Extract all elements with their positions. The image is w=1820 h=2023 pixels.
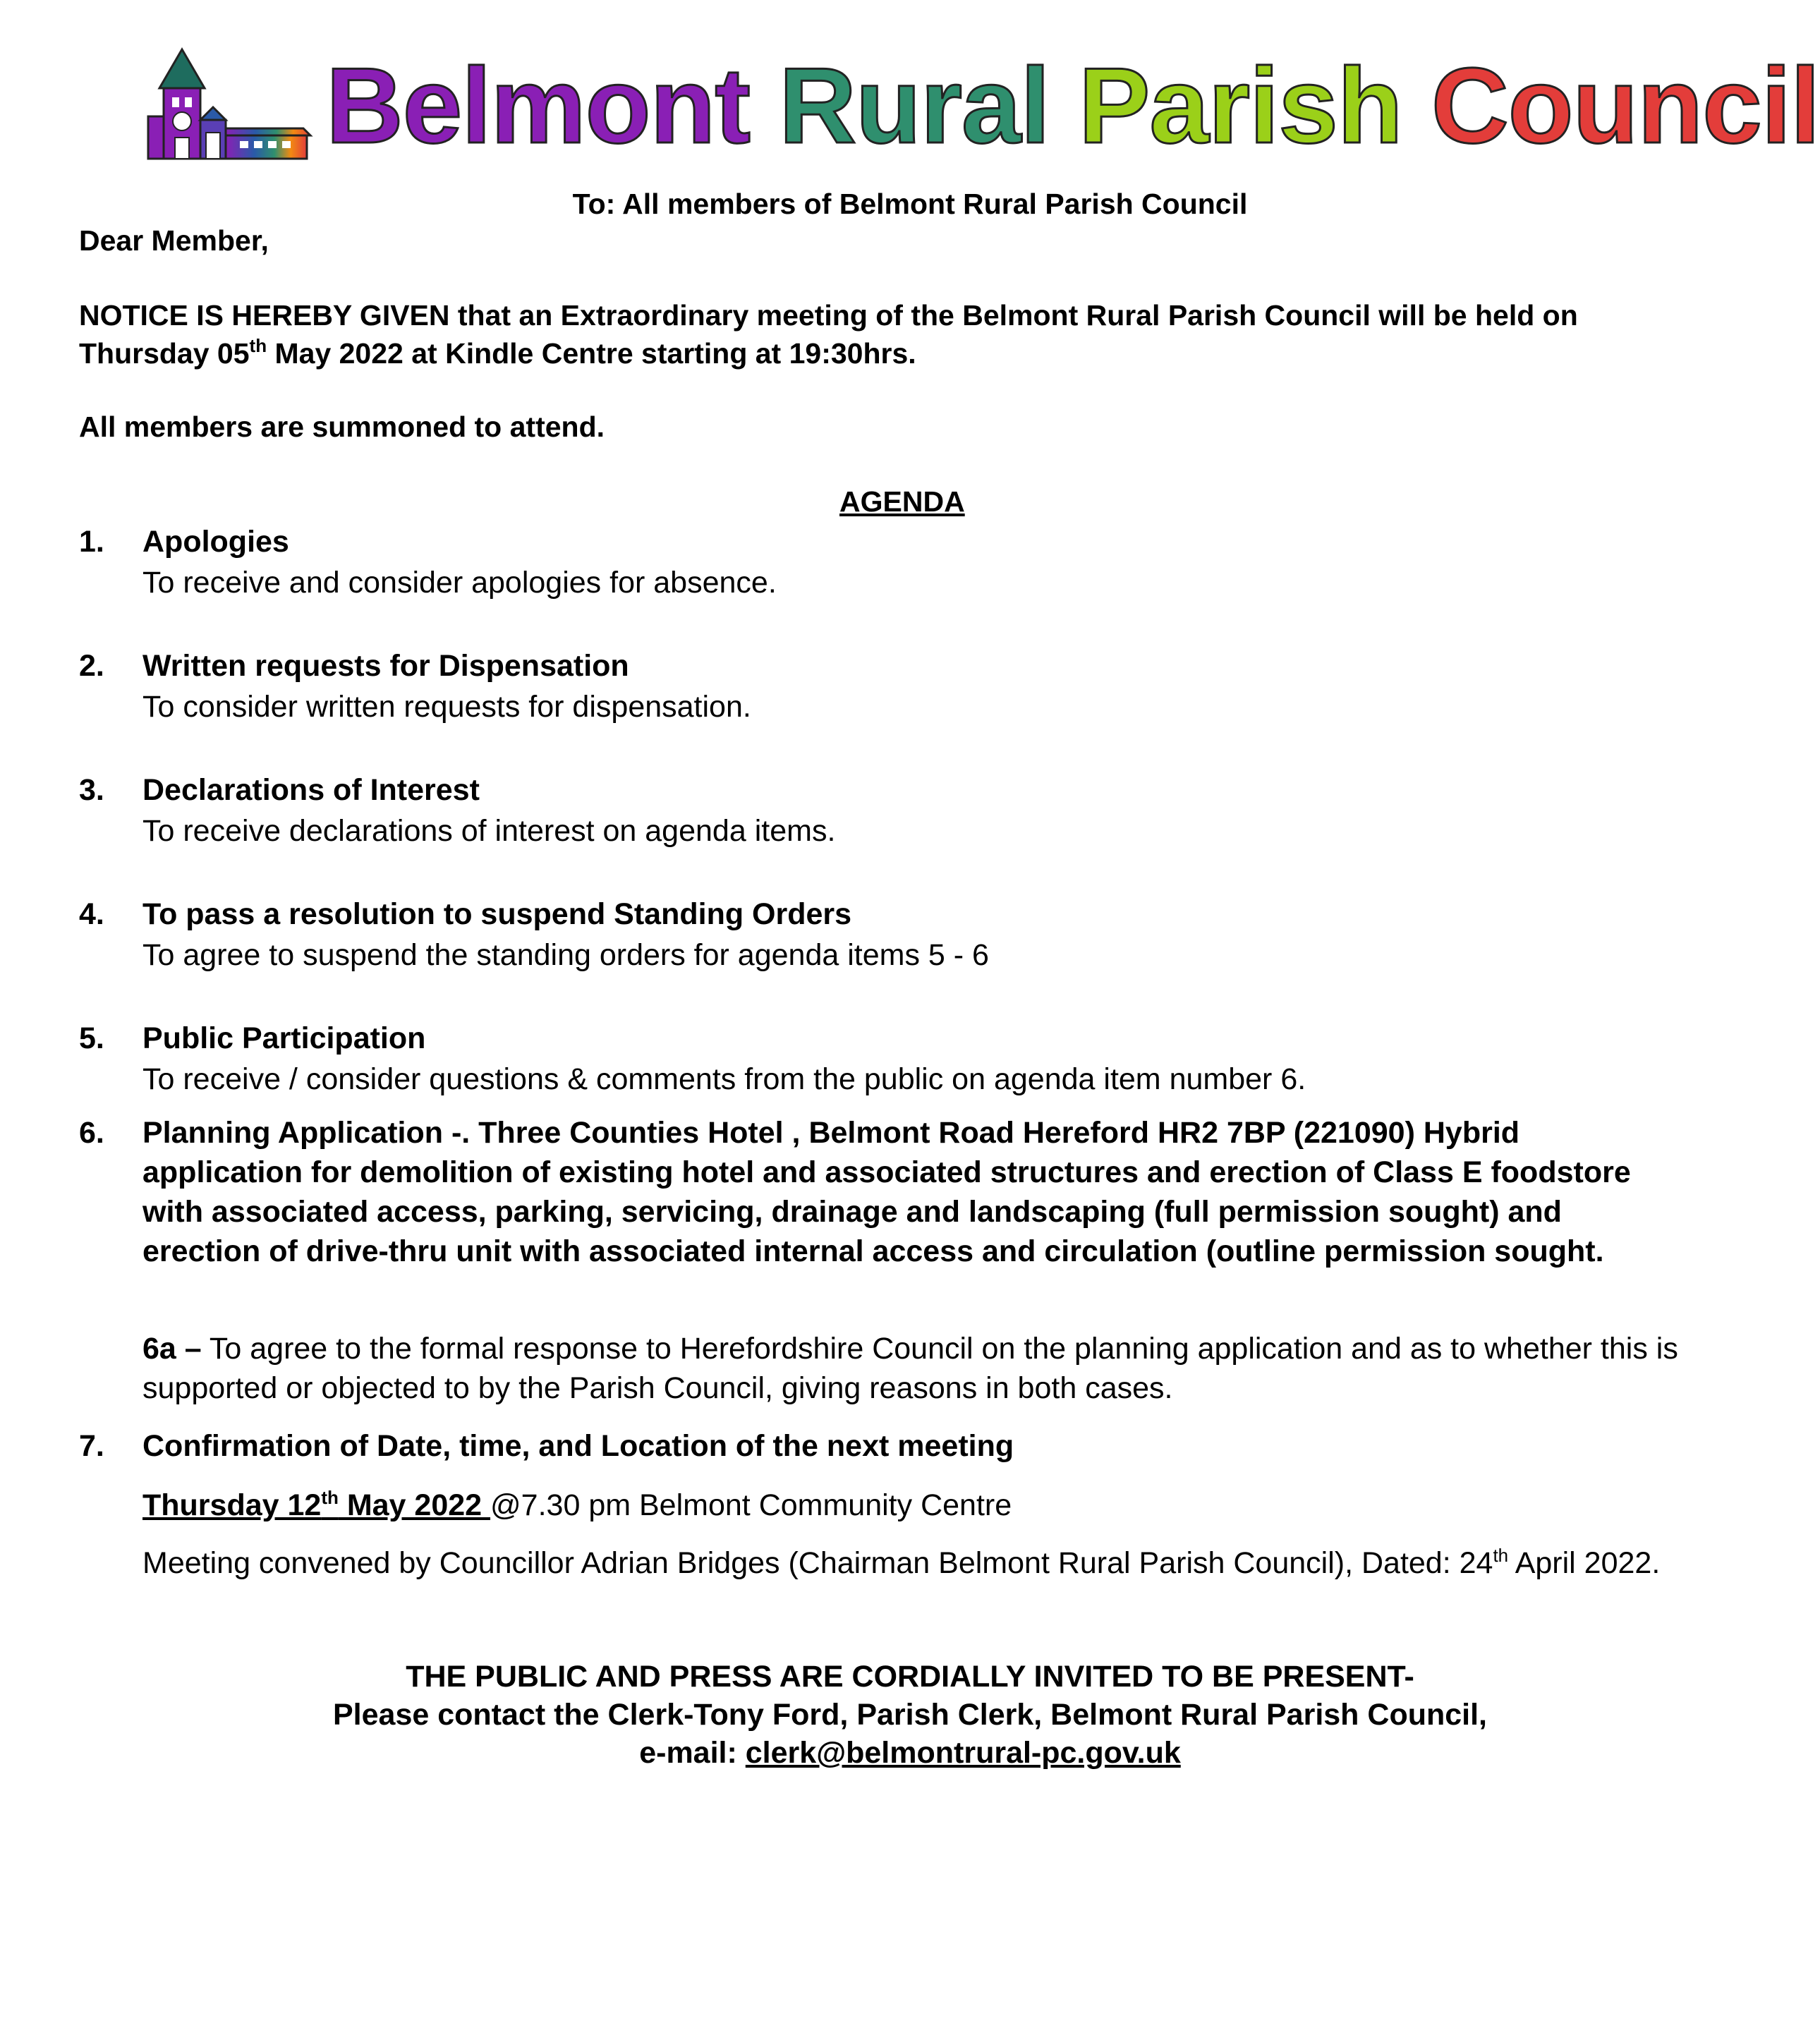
council-logo-header	[148, 42, 1820, 166]
agenda-item-description: To consider written requests for dispensation.	[142, 690, 751, 724]
notice-paragraph: NOTICE IS HEREBY GIVEN that an Extraordinary meeting of the Belmont Rural Parish Council will be held on Thursday 05th May 2022 at Kindle Centre starting at 19:30hrs.	[79, 299, 1578, 370]
to-line: To: All members of Belmont Rural Parish Council	[572, 188, 1248, 220]
agenda-item-title: Written requests for Dispensation	[142, 649, 629, 683]
subitem-text: To agree to the formal response to Herefordshire Council on the planning application and as to whether this is supported or objected to by the Parish Council, giving reasons in both cases.	[142, 1332, 1678, 1405]
invitation-footer	[0, 1658, 1820, 1772]
contact-line: Please contact the Clerk-Tony Ford, Parish Clerk, Belmont Rural Parish Council,	[333, 1698, 1487, 1732]
clerk-email-link[interactable]: clerk@belmontrural-pc.gov.uk	[745, 1736, 1181, 1770]
agenda-item-number: 7.	[79, 1429, 104, 1463]
logo-word-rural: Rural	[779, 46, 1050, 166]
agenda-item-description: To receive declarations of interest on agenda items.	[142, 814, 836, 848]
notice-date-superscript: th	[249, 335, 267, 356]
planning-application-text: Planning Application -. Three Counties Hotel , Belmont Road Hereford HR2 7BP (221090) Hybrid application for demolition of existing hotel and associated structures and erection of Class E foodstore with associated access, parking, servicing, drainage and landscaping (full permission sought) and erection of drive-thru unit with associated internal access and circulation (outline permission sought.	[142, 1116, 1631, 1268]
planning-subitem-6a	[142, 1329, 1716, 1408]
agenda-item-title: Apologies	[142, 525, 289, 559]
logo-word-parish: Parish	[1079, 46, 1402, 166]
logo-word-council: Council	[1431, 46, 1820, 166]
agenda-item-number: 1.	[79, 525, 104, 559]
agenda-item-description: To receive / consider questions & comments from the public on agenda item number 6.	[142, 1062, 1306, 1096]
logo-word-belmont: Belmont	[326, 46, 750, 166]
next-meeting-date-underlined: Thursday 12th May 2022	[142, 1487, 491, 1522]
agenda-item-number: 2.	[79, 649, 104, 683]
next-meeting-date: Thursday 12th May 2022 @7.30 pm Belmont Community Centre	[142, 1487, 1012, 1522]
agenda-item-title: Declarations of Interest	[142, 773, 480, 807]
salutation: Dear Member,	[79, 224, 269, 257]
agenda-item-title: Confirmation of Date, time, and Location of the next meeting	[142, 1429, 1014, 1463]
agenda-item-number: 3.	[79, 773, 104, 807]
agenda-item-title: Public Participation	[142, 1021, 426, 1055]
agenda-item-number: 4.	[79, 897, 104, 931]
agenda-item-number: 6.	[79, 1116, 104, 1150]
agenda-item-number: 5.	[79, 1021, 104, 1055]
agenda-item-description: To receive and consider apologies for absence.	[142, 566, 777, 600]
invitation-line: THE PUBLIC AND PRESS ARE CORDIALLY INVITED TO BE PRESENT-	[406, 1660, 1414, 1694]
subitem-label: 6a –	[142, 1332, 202, 1366]
summoned-statement: All members are summoned to attend.	[79, 411, 605, 443]
agenda-item-title: To pass a resolution to suspend Standing Orders	[142, 897, 852, 931]
agenda-heading: AGENDA	[839, 485, 965, 518]
email-line: e-mail: clerk@belmontrural-pc.gov.uk	[639, 1736, 1181, 1770]
convened-by-statement: Meeting convened by Councillor Adrian Bridges (Chairman Belmont Rural Parish Council), Dated: 24th April 2022.	[142, 1545, 1661, 1580]
agenda-item-description: To agree to suspend the standing orders for agenda items 5 - 6	[142, 938, 989, 972]
council-logo-wordmark	[326, 46, 1820, 166]
church-building-logo-icon	[148, 49, 310, 162]
